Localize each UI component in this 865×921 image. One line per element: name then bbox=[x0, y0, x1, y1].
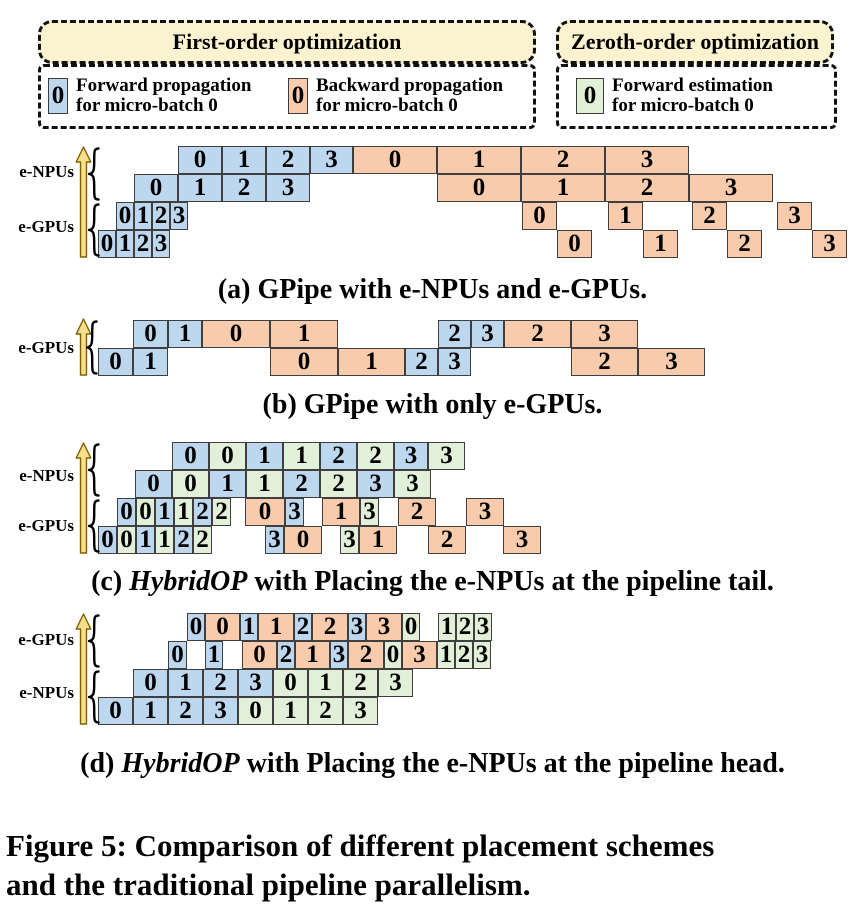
cell-backward-mb0: 0 bbox=[437, 174, 521, 202]
cell-estimation-mb3: 3 bbox=[343, 697, 378, 725]
cell-estimation-mb2: 2 bbox=[343, 669, 378, 697]
curly-brace-icon bbox=[88, 670, 100, 724]
cell-backward-mb2: 2 bbox=[727, 230, 762, 258]
figure-caption-line2: and the traditional pipeline parallelism. bbox=[6, 867, 531, 902]
cell-estimation-mb3: 3 bbox=[340, 526, 359, 554]
cell-estimation-mb0: 0 bbox=[209, 442, 246, 470]
cell-backward-mb0: 0 bbox=[242, 641, 277, 669]
cell-estimation-mb3: 3 bbox=[378, 669, 413, 697]
cell-backward-mb1: 1 bbox=[359, 526, 397, 554]
subfigure-d-caption: (d) HybridOP with Placing the e-NPUs at the pipeline head. bbox=[80, 748, 785, 779]
cell-backward-mb3: 3 bbox=[812, 230, 847, 258]
cell-forward-mb1: 1 bbox=[246, 442, 283, 470]
cell-estimation-mb0: 0 bbox=[136, 498, 155, 526]
device-label-enpus: e-NPUs bbox=[19, 162, 74, 181]
cell-backward-mb1: 1 bbox=[338, 348, 405, 376]
cell-estimation-mb0: 0 bbox=[402, 613, 420, 641]
cell-estimation-mb3: 3 bbox=[474, 613, 492, 641]
subfigure-a-caption: (a) GPipe with e-NPUs and e-GPUs. bbox=[217, 274, 648, 305]
cell-forward-mb0: 0 bbox=[98, 348, 133, 376]
cell-forward-mb2: 2 bbox=[168, 697, 203, 725]
cell-forward-mb3: 3 bbox=[310, 146, 353, 174]
cell-forward-mb0: 0 bbox=[168, 641, 187, 669]
cell-forward-mb0: 0 bbox=[187, 613, 205, 641]
cell-backward-mb3: 3 bbox=[638, 348, 705, 376]
device-label-egpus: e-GPUs bbox=[18, 217, 74, 236]
cell-backward-mb1: 1 bbox=[643, 230, 678, 258]
cell-forward-mb2: 2 bbox=[203, 669, 238, 697]
cell-backward-mb2: 2 bbox=[428, 526, 466, 554]
cell-estimation-mb3: 3 bbox=[428, 442, 465, 470]
cell-backward-mb3: 3 bbox=[466, 498, 504, 526]
cell-forward-mb1: 1 bbox=[168, 669, 203, 697]
cell-estimation-mb0: 0 bbox=[273, 669, 308, 697]
cell-forward-mb2: 2 bbox=[294, 613, 312, 641]
estimation-swatch-icon: 0 bbox=[576, 78, 604, 114]
cell-forward-mb0: 0 bbox=[133, 669, 168, 697]
cell-forward-mb3: 3 bbox=[266, 174, 310, 202]
legend-zeroth-order-title: Zeroth-order optimization bbox=[571, 29, 819, 54]
cell-forward-mb0: 0 bbox=[117, 498, 136, 526]
subfigure-c-caption: (c) HybridOP with Placing the e-NPUs at the pipeline tail. bbox=[91, 566, 774, 597]
cell-estimation-mb0: 0 bbox=[117, 526, 136, 554]
cell-forward-mb0: 0 bbox=[135, 470, 172, 498]
cell-backward-mb1: 1 bbox=[521, 174, 605, 202]
cell-backward-mb2: 2 bbox=[504, 320, 571, 348]
cell-forward-mb3: 3 bbox=[152, 230, 170, 258]
cell-forward-mb3: 3 bbox=[438, 348, 471, 376]
legend-item-estimation bbox=[576, 76, 773, 116]
cell-estimation-mb1: 1 bbox=[155, 526, 174, 554]
device-label-enpus: e-NPUs bbox=[19, 683, 74, 702]
cell-forward-mb2: 2 bbox=[405, 348, 438, 376]
cell-estimation-mb2: 2 bbox=[308, 697, 343, 725]
cell-forward-mb2: 2 bbox=[438, 320, 471, 348]
cell-forward-mb1: 1 bbox=[116, 230, 134, 258]
cell-forward-mb3: 3 bbox=[170, 202, 188, 230]
cell-forward-mb3: 3 bbox=[357, 470, 394, 498]
cell-forward-mb1: 1 bbox=[155, 498, 174, 526]
legend-zeroth-order-header bbox=[556, 20, 834, 64]
cell-forward-mb1: 1 bbox=[205, 641, 223, 669]
cell-backward-mb3: 3 bbox=[689, 174, 773, 202]
cell-forward-mb2: 2 bbox=[283, 470, 320, 498]
figure-caption bbox=[6, 826, 862, 904]
cell-forward-mb3: 3 bbox=[394, 442, 428, 470]
legend-item-forward bbox=[48, 76, 251, 116]
cell-forward-mb1: 1 bbox=[240, 613, 258, 641]
cell-backward-mb2: 2 bbox=[521, 146, 605, 174]
cell-estimation-mb1: 1 bbox=[308, 669, 343, 697]
legend-first-order-title: First-order optimization bbox=[172, 29, 402, 54]
cell-estimation-mb1: 1 bbox=[174, 498, 193, 526]
cell-forward-mb2: 2 bbox=[277, 641, 295, 669]
cell-backward-mb1: 1 bbox=[437, 146, 521, 174]
cell-backward-mb0: 0 bbox=[284, 526, 322, 554]
cell-backward-mb1: 1 bbox=[295, 641, 330, 669]
cell-forward-mb2: 2 bbox=[320, 442, 357, 470]
cell-forward-mb0: 0 bbox=[178, 146, 222, 174]
cell-forward-mb1: 1 bbox=[133, 697, 168, 725]
cell-backward-mb2: 2 bbox=[312, 613, 348, 641]
cell-estimation-mb1: 1 bbox=[246, 470, 283, 498]
legend-item-estimation-label: Forward estimation for micro-batch 0 bbox=[612, 75, 773, 116]
cell-estimation-mb0: 0 bbox=[384, 641, 402, 669]
device-label-egpus: e-GPUs bbox=[18, 630, 74, 649]
cell-backward-mb0: 0 bbox=[353, 146, 437, 174]
backward-swatch-icon: 0 bbox=[288, 78, 308, 114]
cell-backward-mb3: 3 bbox=[777, 202, 812, 230]
cell-backward-mb0: 0 bbox=[202, 320, 270, 348]
cell-backward-mb0: 0 bbox=[205, 613, 240, 641]
cell-estimation-mb2: 2 bbox=[456, 613, 474, 641]
cell-forward-mb3: 3 bbox=[285, 498, 304, 526]
cell-forward-mb3: 3 bbox=[348, 613, 366, 641]
legend-first-order-header bbox=[38, 20, 536, 64]
device-label-egpus: e-GPUs bbox=[18, 338, 74, 357]
cell-estimation-mb2: 2 bbox=[357, 442, 394, 470]
cell-forward-mb0: 0 bbox=[134, 174, 178, 202]
cell-forward-mb0: 0 bbox=[133, 320, 168, 348]
cell-backward-mb3: 3 bbox=[605, 146, 689, 174]
cell-forward-mb1: 1 bbox=[168, 320, 202, 348]
cell-forward-mb1: 1 bbox=[222, 146, 266, 174]
cell-forward-mb1: 1 bbox=[134, 202, 152, 230]
cell-estimation-mb0: 0 bbox=[172, 470, 209, 498]
device-label-enpus: e-NPUs bbox=[19, 466, 74, 485]
cell-estimation-mb3: 3 bbox=[360, 498, 379, 526]
cell-forward-mb2: 2 bbox=[152, 202, 170, 230]
cell-forward-mb3: 3 bbox=[203, 697, 238, 725]
cell-estimation-mb2: 2 bbox=[455, 641, 473, 669]
cell-forward-mb0: 0 bbox=[98, 230, 116, 258]
cell-backward-mb1: 1 bbox=[258, 613, 294, 641]
cell-estimation-mb2: 2 bbox=[212, 498, 231, 526]
cell-forward-mb1: 1 bbox=[133, 348, 168, 376]
cell-forward-mb3: 3 bbox=[265, 526, 284, 554]
figure-caption-line1: Figure 5: Comparison of different placement schemes bbox=[6, 828, 715, 863]
cell-forward-mb2: 2 bbox=[222, 174, 266, 202]
cell-backward-mb2: 2 bbox=[692, 202, 727, 230]
cell-backward-mb1: 1 bbox=[608, 202, 643, 230]
cell-backward-mb3: 3 bbox=[571, 320, 638, 348]
cell-forward-mb1: 1 bbox=[209, 470, 246, 498]
cell-estimation-mb3: 3 bbox=[473, 641, 491, 669]
cell-forward-mb2: 2 bbox=[266, 146, 310, 174]
curly-brace-icon bbox=[88, 614, 100, 668]
cell-estimation-mb1: 1 bbox=[273, 697, 308, 725]
cell-forward-mb3: 3 bbox=[238, 669, 273, 697]
cell-backward-mb3: 3 bbox=[402, 641, 437, 669]
cell-backward-mb3: 3 bbox=[503, 526, 541, 554]
cell-backward-mb0: 0 bbox=[245, 498, 285, 526]
cell-estimation-mb2: 2 bbox=[320, 470, 357, 498]
cell-backward-mb2: 2 bbox=[571, 348, 638, 376]
legend-item-backward bbox=[288, 76, 503, 116]
cell-backward-mb0: 0 bbox=[557, 230, 592, 258]
cell-backward-mb3: 3 bbox=[366, 613, 402, 641]
cell-estimation-mb1: 1 bbox=[437, 641, 455, 669]
cell-forward-mb2: 2 bbox=[193, 498, 212, 526]
cell-estimation-mb2: 2 bbox=[193, 526, 212, 554]
device-label-egpus: e-GPUs bbox=[18, 516, 74, 535]
legend-item-backward-label: Backward propagation for micro-batch 0 bbox=[316, 75, 504, 116]
cell-forward-mb1: 1 bbox=[136, 526, 155, 554]
forward-swatch-icon: 0 bbox=[48, 78, 68, 114]
cell-forward-mb0: 0 bbox=[98, 697, 133, 725]
legend-item-forward-label: Forward propagation for micro-batch 0 bbox=[76, 75, 252, 116]
cell-forward-mb1: 1 bbox=[178, 174, 222, 202]
cell-estimation-mb1: 1 bbox=[438, 613, 456, 641]
cell-backward-mb2: 2 bbox=[348, 641, 384, 669]
subfigure-b-caption: (b) GPipe with only e-GPUs. bbox=[262, 389, 603, 420]
cell-forward-mb0: 0 bbox=[172, 442, 209, 470]
cell-backward-mb0: 0 bbox=[522, 202, 557, 230]
cell-forward-mb3: 3 bbox=[471, 320, 504, 348]
cell-estimation-mb1: 1 bbox=[283, 442, 320, 470]
cell-forward-mb2: 2 bbox=[174, 526, 193, 554]
cell-forward-mb0: 0 bbox=[116, 202, 134, 230]
cell-backward-mb0: 0 bbox=[270, 348, 338, 376]
cell-forward-mb2: 2 bbox=[134, 230, 152, 258]
cell-estimation-mb0: 0 bbox=[238, 697, 273, 725]
cell-backward-mb2: 2 bbox=[605, 174, 689, 202]
cell-backward-mb1: 1 bbox=[322, 498, 360, 526]
cell-backward-mb2: 2 bbox=[398, 498, 436, 526]
cell-forward-mb0: 0 bbox=[98, 526, 117, 554]
cell-forward-mb3: 3 bbox=[330, 641, 348, 669]
cell-backward-mb1: 1 bbox=[270, 320, 338, 348]
cell-estimation-mb3: 3 bbox=[394, 470, 431, 498]
